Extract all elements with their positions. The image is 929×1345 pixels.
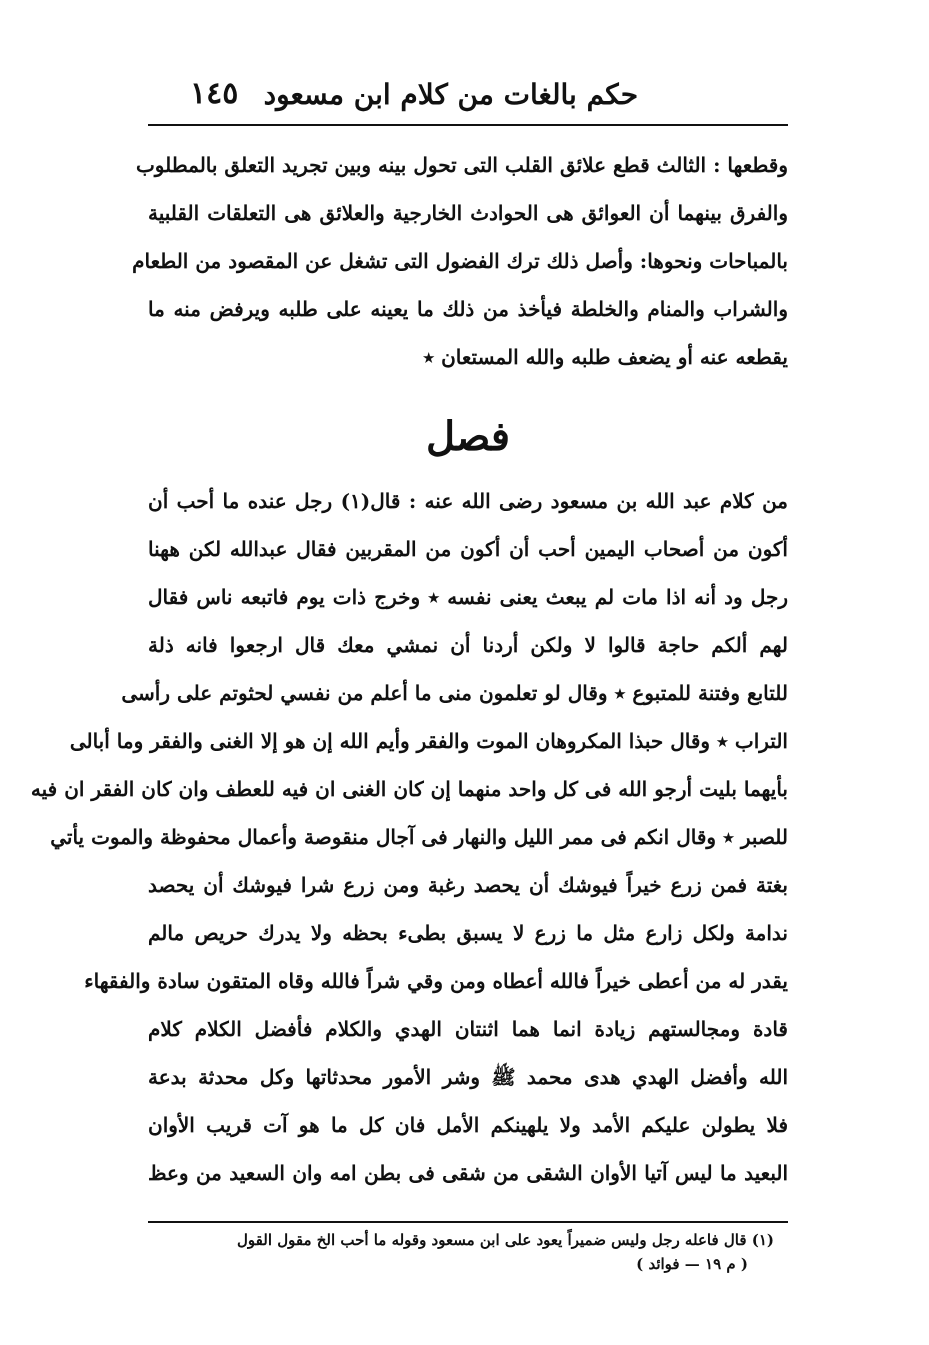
text-line: البعيد ما ليس آتيا الأوان الشقى من شقى فى بطن امه وان السعيد من وعظ (148, 1161, 788, 1185)
running-header (148, 74, 788, 126)
text-line: للتابع وفتنة للمتبوع ٭ وقال لو تعلمون منى ما أعلم من نفسي لحثوتم على رأسى (121, 681, 788, 705)
text-line: بأيهما بليت أرجو الله فى كل واحد منهما إن كان الغنى ان فيه للعطف وان كان الفقر ان فيه (30, 777, 788, 801)
footnote-rule (148, 1221, 788, 1223)
running-title: حكم بالغات من كلام ابن مسعود (263, 78, 638, 111)
text-line: من كلام عبد الله بن مسعود رضى الله عنه : قال(١) رجل عنده ما أحب أن (148, 489, 789, 513)
text-line: للصبر ٭ وقال انكم فى ممر الليل والنهار فى آجال منقوصة وأعمال محفوظة والموت يأتي (50, 825, 788, 849)
text-line: ندامة ولكل زارع مثل ما زرع لا يسبق بطىء بحظه ولا يدرك حريص مالم (148, 921, 788, 945)
text-line: يقطعه عنه أو يضعف طلبه والله المستعان ٭ (423, 345, 788, 369)
header-rule (148, 124, 788, 126)
text-line: والفرق بينهما أن العوائق هى الحوادث الخارجية والعلائق هى التعلقات القلبية (148, 201, 788, 225)
section-heading: فصل (425, 413, 511, 460)
footnote (148, 1228, 788, 1276)
text-line: بالمباحات ونحوها: وأصل ذلك ترك الفضول التى تشغل عن المقصود من الطعام (132, 249, 788, 273)
signature-mark: ( م ١٩ — فوائد ) (636, 1255, 748, 1273)
text-line: يقدر له من أعطى خيراً فالله أعطاه ومن وقي شراً فالله وقاه المتقون سادة والفقهاء (84, 969, 788, 993)
footnote-text: (١) قال فاعله رجل وليس ضميراً يعود على ابن مسعود وقوله ما أحب الخ مقول القول (237, 1231, 774, 1249)
text-line: وقطعها : الثالث قطع علائق القلب التى تحول بينه وبين تجريد التعلق بالمطلوب (135, 153, 788, 177)
text-line: رجل ود أنه اذا مات لم يبعث يعنى نفسه ٭ وخرج ذات يوم فاتبعه ناس فقال (148, 585, 788, 609)
paragraph-1 (132, 148, 788, 388)
text-line: فلا يطولن عليكم الأمد ولا يلهينكم الأمل فان كل ما هو آت قريب الأوان (148, 1113, 788, 1137)
text-line: لهم ألكم حاجة قالوا لا ولكن أردنا أن نمشي معك قال ارجعوا فانه ذلة (148, 633, 788, 657)
text-line: والشراب والمنام والخلطة فيأخذ من ذلك ما يعينه على طلبه ويرفض منه ما (148, 297, 788, 321)
text-line: الله وأفضل الهدي هدى محمد ﷺ وشر الأمور محدثاتها وكل محدثة بدعة (148, 1065, 788, 1089)
text-line: قادة ومجالستهم زيادة انما هما اثنتان الهدي والكلام فأفضل الكلام كلام (148, 1017, 788, 1041)
text-line: بغتة فمن زرع خيراً فيوشك أن يحصد رغبة ومن زرع شرا فيوشك أن يحصد (148, 873, 788, 897)
text-line: أكون من أصحاب اليمين أحب أن أكون من المقربين فقال عبدالله لكن ههنا (148, 537, 788, 561)
main-text (30, 148, 789, 1204)
text-line: التراب ٭ وقال حبذا المكروهان الموت والفقر وأيم الله إن هو إلا الغنى والفقر وما أبالى (69, 729, 788, 753)
page-number: ١٤٥ (190, 76, 239, 111)
paragraph-2 (30, 484, 789, 1204)
